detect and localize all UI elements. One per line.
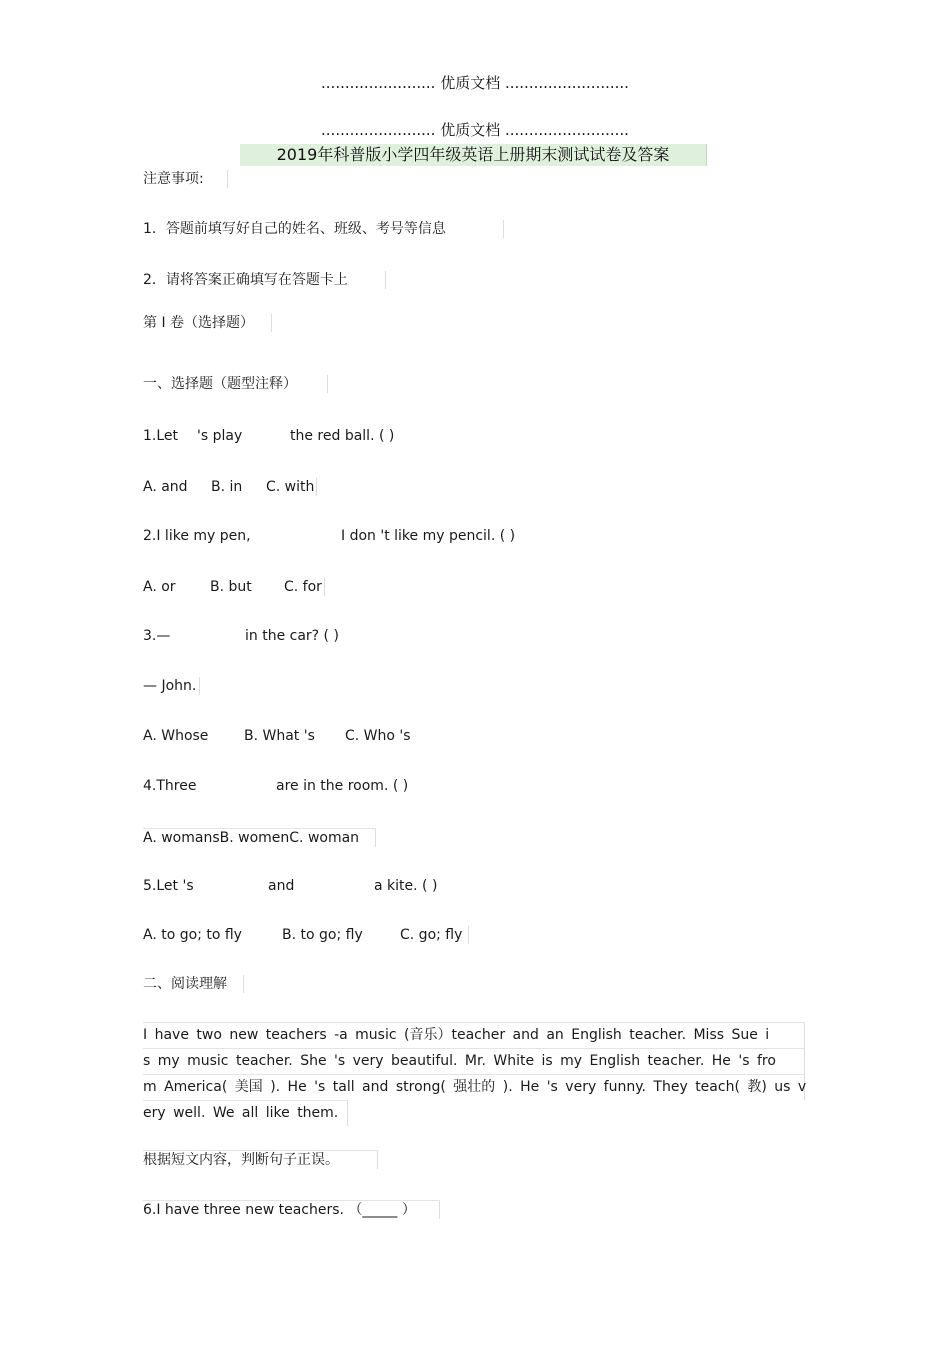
q5-stem-c: a kite. ( ) <box>374 878 438 894</box>
reading-instruction: 根据短文内容，判断句子正误。 <box>143 1150 378 1169</box>
reading-passage <box>143 1022 805 1126</box>
q1-stem-b: 's play <box>197 428 243 444</box>
q1-stem-c: the red ball. ( ) <box>290 428 395 444</box>
q5-option-a: A. to go; to fly <box>143 927 242 943</box>
q1-option-a: A. and <box>143 479 188 495</box>
q4-stem-b: are in the room. ( ) <box>276 778 409 794</box>
passage-line-3: m America( 美国 ). He 's tall and strong( 强壮的 ). He 's very funny. They teach( 教) us v <box>143 1074 805 1100</box>
passage-line-4: ery well. We all like them. <box>143 1100 348 1126</box>
q2-option-b: B. but <box>210 579 252 595</box>
q1-option-b: B. in <box>211 479 243 495</box>
q3-option-b: B. What 's <box>244 728 315 744</box>
q3-answer-line: — John. <box>143 677 200 695</box>
passage-line-1: I have two new teachers -a music (音乐）teacher and an English teacher. Miss Sue i <box>143 1022 805 1048</box>
passage-line-2: s my music teacher. She 's very beautiful. Mr. White is my English teacher. He 's fro <box>143 1048 805 1074</box>
q6-stem: 6.I have three new teachers. （_____ ） <box>143 1200 440 1219</box>
q5-option-c: C. go; fly <box>400 926 469 944</box>
q3-stem-b: in the car? ( ) <box>245 628 339 644</box>
part-1-label: 第 I 卷（选择题） <box>143 314 272 332</box>
q2-option-c: C. for <box>284 578 325 596</box>
q1-stem-a: 1.Let <box>143 428 179 444</box>
q2-stem-b: I don 't like my pencil. ( ) <box>341 528 516 544</box>
q5-stem-b: and <box>268 878 295 894</box>
notes-item-1: 1．答题前填写好自己的姓名、班级、考号等信息 <box>143 220 504 238</box>
q2-stem-a: 2.I like my pen, <box>143 528 251 544</box>
q3-option-a: A. Whose <box>143 728 209 744</box>
q2-option-a: A. or <box>143 579 176 595</box>
notes-heading: 注意事项: <box>143 170 228 188</box>
section-2-heading: 二、阅读理解 <box>143 975 244 993</box>
q3-option-c: C. Who 's <box>345 728 411 744</box>
q4-stem-a: 4.Three <box>143 778 197 794</box>
document-title: 2019年科普版小学四年级英语上册期末测试试卷及答案 <box>240 144 707 166</box>
q3-stem-a: 3.— <box>143 628 171 644</box>
q5-stem-a: 5.Let 's <box>143 878 194 894</box>
q4-options: A. womansB. womenC. woman <box>143 828 376 847</box>
q5-option-b: B. to go; fly <box>282 927 363 943</box>
header-line-2: ........................ 优质文档 .......................... <box>321 121 629 139</box>
header-line-1: ........................ 优质文档 .......................... <box>321 74 629 92</box>
q1-option-c: C. with <box>266 478 317 496</box>
section-1-heading: 一、选择题（题型注释） <box>143 375 328 393</box>
notes-item-2: 2．请将答案正确填写在答题卡上 <box>143 271 386 289</box>
